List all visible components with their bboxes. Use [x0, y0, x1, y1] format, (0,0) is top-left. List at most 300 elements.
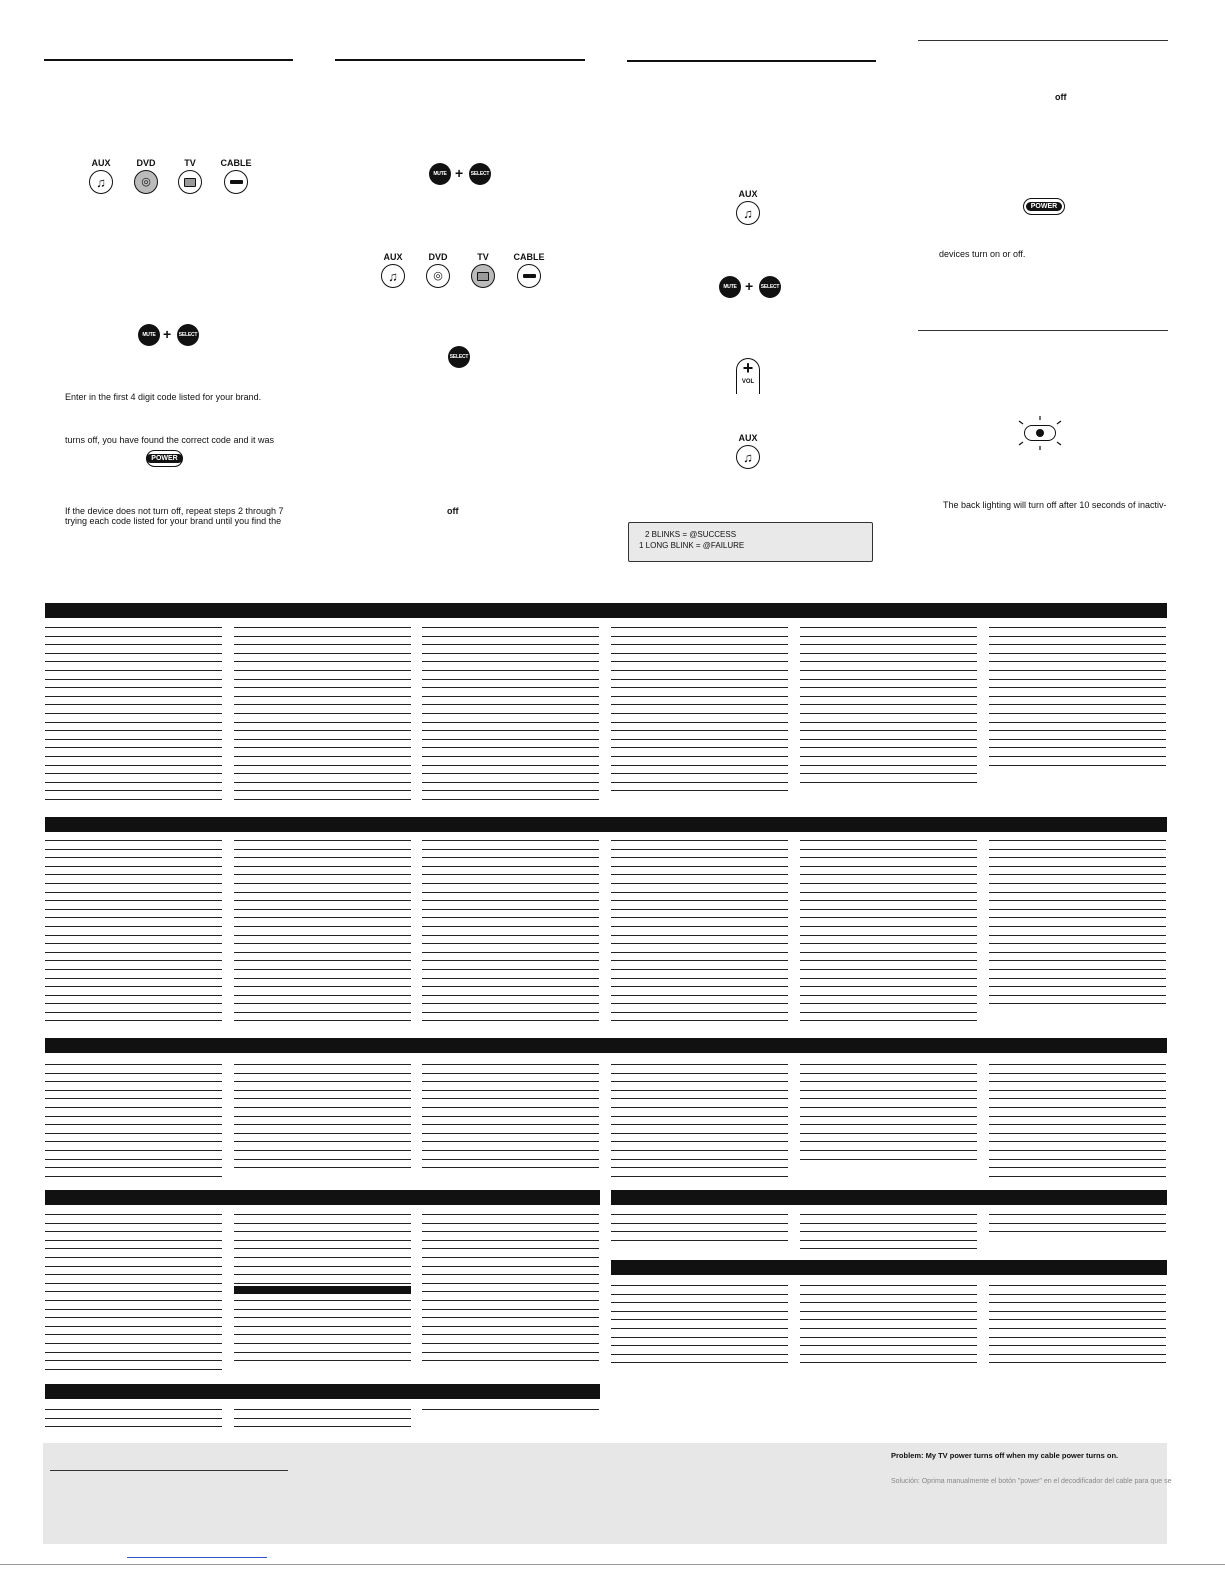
- code-row-line: [45, 849, 222, 850]
- code-row-line: [611, 952, 788, 953]
- code-row-line: [611, 986, 788, 987]
- code-row-line: [45, 960, 222, 961]
- code-column: [989, 1214, 1166, 1240]
- code-column: [234, 840, 411, 1029]
- code-row-line: [422, 952, 599, 953]
- blink-status-box: [628, 522, 873, 562]
- code-row-line: [234, 713, 411, 714]
- code-column: [45, 627, 222, 807]
- code-row-line: [45, 883, 222, 884]
- power-button[interactable]: POWER: [1023, 198, 1065, 215]
- aux-button[interactable]: [89, 170, 113, 194]
- code-row-line: [234, 1141, 411, 1142]
- aux-button[interactable]: [381, 264, 405, 288]
- code-row-line: [234, 765, 411, 766]
- devices-on-off-text: devices turn on or off.: [939, 249, 1026, 259]
- code-row-line: [45, 679, 222, 680]
- code-row-line: [45, 1176, 222, 1177]
- code-row-line: [611, 1003, 788, 1004]
- code-section-banner: [45, 1384, 600, 1399]
- code-column: [422, 1409, 599, 1418]
- aux-label: AUX: [738, 433, 758, 443]
- code-row-line: [234, 1317, 411, 1318]
- code-row-line: [45, 636, 222, 637]
- code-row-line: [800, 722, 977, 723]
- code-row-line: [800, 1116, 977, 1117]
- code-row-line: [989, 995, 1166, 996]
- code-row-line: [45, 1020, 222, 1021]
- code-row-line: [234, 1081, 411, 1082]
- code-row-line: [611, 1319, 788, 1320]
- select-button[interactable]: SELECT: [448, 346, 470, 368]
- code-row-line: [800, 935, 977, 936]
- code-row-line: [234, 986, 411, 987]
- code-column: [989, 1064, 1166, 1184]
- code-row-line: [800, 909, 977, 910]
- code-row-line: [611, 935, 788, 936]
- code-row-line: [234, 1012, 411, 1013]
- code-row-line: [45, 926, 222, 927]
- code-row-line: [611, 704, 788, 705]
- cable-label: CABLE: [220, 158, 252, 168]
- code-row-line: [45, 730, 222, 731]
- code-row-line: [422, 978, 599, 979]
- code-row-line: [45, 1107, 222, 1108]
- code-row-line: [611, 1354, 788, 1355]
- code-row-line: [45, 782, 222, 783]
- code-row-line: [234, 1159, 411, 1160]
- code-row-line: [989, 874, 1166, 875]
- code-row-line: [989, 765, 1166, 766]
- code-row-line: [422, 1214, 599, 1215]
- code-row-line: [234, 1309, 411, 1310]
- code-row-line: [800, 1214, 977, 1215]
- code-row-line: [422, 1274, 599, 1275]
- code-row-line: [422, 1141, 599, 1142]
- code-row-line: [234, 874, 411, 875]
- code-row-line: [45, 1257, 222, 1258]
- code-row-line: [422, 696, 599, 697]
- code-row-line: [611, 670, 788, 671]
- code-row-line: [989, 1141, 1166, 1142]
- code-row-line: [422, 995, 599, 996]
- code-row-line: [234, 790, 411, 791]
- code-row-line: [45, 799, 222, 800]
- code-row-line: [611, 1150, 788, 1151]
- code-row-line: [234, 1231, 411, 1232]
- select-button[interactable]: SELECT: [469, 163, 491, 185]
- code-row-line: [45, 756, 222, 757]
- code-column: [234, 1064, 411, 1176]
- code-row-line: [800, 1311, 977, 1312]
- code-row-line: [611, 1090, 788, 1091]
- code-row-line: [45, 857, 222, 858]
- code-row-line: [45, 1167, 222, 1168]
- step-found-code: turns off, you have found the correct code and it was: [65, 435, 274, 445]
- code-row-line: [422, 866, 599, 867]
- code-row-line: [989, 1159, 1166, 1160]
- footer-problem: Problem: My TV power turns off when my cable power turns on.: [891, 1451, 1119, 1460]
- cable-button[interactable]: [517, 264, 541, 288]
- light-rays-icon: [1014, 415, 1066, 451]
- code-row-line: [611, 1302, 788, 1303]
- dvd-label: DVD: [428, 252, 448, 262]
- code-row-line: [45, 1369, 222, 1370]
- code-row-line: [45, 866, 222, 867]
- code-row-line: [234, 926, 411, 927]
- code-row-line: [45, 1291, 222, 1292]
- code-row-line: [989, 1214, 1166, 1215]
- code-row-line: [422, 849, 599, 850]
- code-row-line: [45, 978, 222, 979]
- code-row-line: [800, 739, 977, 740]
- code-row-line: [800, 1064, 977, 1065]
- code-row-line: [611, 1133, 788, 1134]
- tv-button[interactable]: [178, 170, 202, 194]
- code-row-line: [45, 696, 222, 697]
- code-row-line: [989, 687, 1166, 688]
- code-row-line: [800, 849, 977, 850]
- code-row-line: [234, 747, 411, 748]
- code-row-line: [800, 1231, 977, 1232]
- code-column: [800, 627, 977, 790]
- code-column: [422, 627, 599, 807]
- code-row-line: [422, 1240, 599, 1241]
- music-note-icon: ♫: [388, 268, 398, 284]
- code-row-line: [45, 1326, 222, 1327]
- code-row-line: [989, 627, 1166, 628]
- music-note-icon: ♫: [743, 449, 753, 465]
- tv-icon: [477, 272, 489, 281]
- code-row-line: [989, 730, 1166, 731]
- code-row-line: [800, 969, 977, 970]
- code-row-line: [611, 1176, 788, 1177]
- code-row-line: [800, 1003, 977, 1004]
- code-column: [422, 1214, 599, 1369]
- code-row-line: [800, 1319, 977, 1320]
- code-row-line: [234, 909, 411, 910]
- code-row-line: [422, 1360, 599, 1361]
- code-row-line: [800, 636, 977, 637]
- code-row-line: [989, 653, 1166, 654]
- code-column: [422, 1064, 599, 1176]
- code-row-line: [422, 799, 599, 800]
- code-row-line: [234, 730, 411, 731]
- cable-box-icon: [230, 180, 243, 184]
- code-column: [45, 1214, 222, 1377]
- disc-icon: ◎: [141, 175, 151, 188]
- code-row-line: [611, 730, 788, 731]
- code-row-line: [611, 1073, 788, 1074]
- code-column: [45, 1409, 222, 1435]
- code-row-line: [989, 1107, 1166, 1108]
- code-row-line: [800, 1285, 977, 1286]
- code-row-line: [234, 1274, 411, 1275]
- code-row-line: [800, 653, 977, 654]
- code-row-line: [611, 1311, 788, 1312]
- code-row-line: [45, 670, 222, 671]
- code-row-line: [234, 636, 411, 637]
- vol-up-button[interactable]: [736, 358, 760, 394]
- code-row-line: [45, 943, 222, 944]
- aux-label: AUX: [738, 189, 758, 199]
- code-row-line: [800, 926, 977, 927]
- code-row-line: [45, 644, 222, 645]
- code-row-line: [611, 1294, 788, 1295]
- code-row-line: [422, 1133, 599, 1134]
- code-row-line: [800, 874, 977, 875]
- dvd-button[interactable]: [426, 264, 450, 288]
- code-row-line: [422, 909, 599, 910]
- code-row-line: [611, 978, 788, 979]
- tv-button[interactable]: [471, 264, 495, 288]
- code-row-line: [989, 1167, 1166, 1168]
- code-row-line: [234, 1334, 411, 1335]
- code-row-line: [800, 627, 977, 628]
- code-row-line: [422, 1248, 599, 1249]
- code-row-line: [611, 756, 788, 757]
- code-row-line: [611, 1159, 788, 1160]
- code-row-line: [989, 1223, 1166, 1224]
- tv-label: TV: [184, 158, 196, 168]
- code-row-line: [45, 840, 222, 841]
- code-row-line: [800, 978, 977, 979]
- blink-success-text: 2 BLINKS = @SUCCESS: [645, 530, 737, 539]
- code-row-line: [234, 1133, 411, 1134]
- aux-button[interactable]: [736, 445, 760, 469]
- code-row-line: [234, 1098, 411, 1099]
- code-row-line: [45, 1360, 222, 1361]
- code-row-line: [45, 1317, 222, 1318]
- column-4-section-rule: [918, 330, 1168, 331]
- code-row-line: [45, 952, 222, 953]
- footer-divider: [50, 1470, 288, 1471]
- code-row-line: [422, 1107, 599, 1108]
- code-row-line: [989, 636, 1166, 637]
- code-row-line: [422, 1291, 599, 1292]
- code-row-line: [422, 1352, 599, 1353]
- off-word: off: [1055, 92, 1067, 102]
- code-row-line: [45, 1352, 222, 1353]
- code-row-line: [989, 661, 1166, 662]
- code-column: [45, 840, 222, 1029]
- code-row-line: [422, 661, 599, 662]
- code-column: [611, 1064, 788, 1184]
- mute-button[interactable]: MUTE: [429, 163, 451, 185]
- code-row-line: [611, 679, 788, 680]
- code-row-line: [45, 935, 222, 936]
- code-row-line: [422, 1167, 599, 1168]
- code-row-line: [611, 900, 788, 901]
- code-row-line: [234, 1283, 411, 1284]
- code-row-line: [800, 1107, 977, 1108]
- code-column: [45, 1064, 222, 1184]
- code-row-line: [989, 1176, 1166, 1177]
- code-row-line: [800, 1073, 977, 1074]
- column-3-top-rule: [627, 60, 876, 62]
- code-row-line: [800, 995, 977, 996]
- code-row-line: [611, 857, 788, 858]
- code-row-line: [989, 1231, 1166, 1232]
- code-column: [234, 627, 411, 807]
- code-row-line: [45, 1240, 222, 1241]
- code-row-line: [611, 636, 788, 637]
- code-row-line: [611, 849, 788, 850]
- code-row-line: [800, 1081, 977, 1082]
- code-row-line: [422, 1223, 599, 1224]
- code-row-line: [800, 840, 977, 841]
- code-row-line: [422, 1020, 599, 1021]
- code-row-line: [611, 1337, 788, 1338]
- code-row-line: [422, 960, 599, 961]
- code-row-line: [422, 670, 599, 671]
- code-row-line: [234, 1326, 411, 1327]
- code-row-line: [422, 644, 599, 645]
- code-row-line: [422, 969, 599, 970]
- code-section-banner: [45, 1190, 600, 1205]
- backlight-note: The back lighting will turn off after 10 seconds of inactiv-: [943, 500, 1167, 510]
- aux-button[interactable]: [736, 201, 760, 225]
- code-row-line: [989, 670, 1166, 671]
- code-row-line: [234, 883, 411, 884]
- code-row-line: [234, 627, 411, 628]
- code-row-line: [611, 1214, 788, 1215]
- code-row-line: [611, 1081, 788, 1082]
- aux-label: AUX: [383, 252, 403, 262]
- tv-label: TV: [477, 252, 489, 262]
- code-row-line: [800, 756, 977, 757]
- cable-button[interactable]: [224, 170, 248, 194]
- code-row-line: [234, 1409, 411, 1410]
- code-row-line: [611, 1231, 788, 1232]
- code-row-line: [800, 782, 977, 783]
- code-row-line: [989, 986, 1166, 987]
- code-row-line: [45, 790, 222, 791]
- code-row-line: [45, 1133, 222, 1134]
- code-row-line: [800, 1020, 977, 1021]
- code-row-line: [234, 943, 411, 944]
- code-row-line: [422, 1326, 599, 1327]
- code-row-line: [611, 1285, 788, 1286]
- code-row-line: [422, 892, 599, 893]
- code-row-line: [989, 1328, 1166, 1329]
- mute-button[interactable]: MUTE: [719, 276, 741, 298]
- code-row-line: [611, 1107, 788, 1108]
- step-repeat-line-2: trying each code listed for your brand until you find the: [65, 516, 282, 526]
- code-row-line: [234, 1064, 411, 1065]
- code-column: [611, 1285, 788, 1371]
- code-row-line: [611, 1124, 788, 1125]
- power-button[interactable]: POWER: [146, 450, 183, 467]
- code-row-line: [800, 892, 977, 893]
- column-4-top-rule: [918, 40, 1168, 41]
- code-row-line: [422, 1300, 599, 1301]
- code-row-line: [45, 1214, 222, 1215]
- code-row-line: [611, 713, 788, 714]
- code-row-line: [234, 1090, 411, 1091]
- code-row-line: [800, 986, 977, 987]
- code-row-line: [422, 773, 599, 774]
- code-row-line: [45, 687, 222, 688]
- code-row-line: [45, 909, 222, 910]
- code-row-line: [989, 644, 1166, 645]
- code-row-line: [422, 926, 599, 927]
- code-row-line: [989, 1116, 1166, 1117]
- code-row-line: [611, 866, 788, 867]
- code-row-line: [422, 1064, 599, 1065]
- code-row-line: [422, 653, 599, 654]
- code-row-line: [234, 1300, 411, 1301]
- code-row-line: [422, 747, 599, 748]
- code-row-line: [800, 952, 977, 953]
- code-row-line: [234, 653, 411, 654]
- code-row-line: [45, 1003, 222, 1004]
- code-row-line: [800, 917, 977, 918]
- dvd-button[interactable]: [134, 170, 158, 194]
- code-row-line: [422, 1334, 599, 1335]
- code-column: [611, 1214, 788, 1248]
- code-row-line: [422, 713, 599, 714]
- code-row-line: [422, 1409, 599, 1410]
- code-row-line: [45, 739, 222, 740]
- code-row-line: [45, 900, 222, 901]
- code-row-line: [234, 969, 411, 970]
- code-row-line: [800, 1090, 977, 1091]
- code-column: [422, 840, 599, 1029]
- code-row-line: [422, 1098, 599, 1099]
- plus-sign: +: [455, 165, 464, 181]
- code-column: [800, 840, 977, 1029]
- code-row-line: [989, 849, 1166, 850]
- code-row-line: [989, 1073, 1166, 1074]
- code-row-line: [611, 747, 788, 748]
- code-row-line: [45, 627, 222, 628]
- mute-button[interactable]: MUTE: [138, 324, 160, 346]
- code-row-line: [800, 857, 977, 858]
- code-row-line: [611, 926, 788, 927]
- code-row-line: [422, 679, 599, 680]
- code-row-line: [234, 1116, 411, 1117]
- code-row-line: [989, 1294, 1166, 1295]
- code-row-line: [45, 995, 222, 996]
- tv-icon: [184, 178, 196, 187]
- code-row-line: [989, 1285, 1166, 1286]
- code-row-line: [422, 1116, 599, 1117]
- code-row-line: [989, 857, 1166, 858]
- code-row-line: [800, 1248, 977, 1249]
- code-column: [611, 840, 788, 1029]
- code-row-line: [611, 917, 788, 918]
- code-row-line: [422, 917, 599, 918]
- code-row-line: [989, 883, 1166, 884]
- code-row-line: [989, 926, 1166, 927]
- code-row-line: [234, 900, 411, 901]
- code-column: [989, 1285, 1166, 1371]
- code-row-line: [45, 653, 222, 654]
- code-row-line: [234, 1248, 411, 1249]
- code-row-line: [800, 765, 977, 766]
- code-row-line: [234, 1240, 411, 1241]
- select-button[interactable]: SELECT: [759, 276, 781, 298]
- code-row-line: [234, 1426, 411, 1427]
- code-row-line: [422, 986, 599, 987]
- code-row-line: [234, 773, 411, 774]
- select-button[interactable]: SELECT: [177, 324, 199, 346]
- code-row-line: [611, 995, 788, 996]
- code-row-line: [234, 1352, 411, 1353]
- code-row-line: [989, 1345, 1166, 1346]
- code-row-line: [45, 969, 222, 970]
